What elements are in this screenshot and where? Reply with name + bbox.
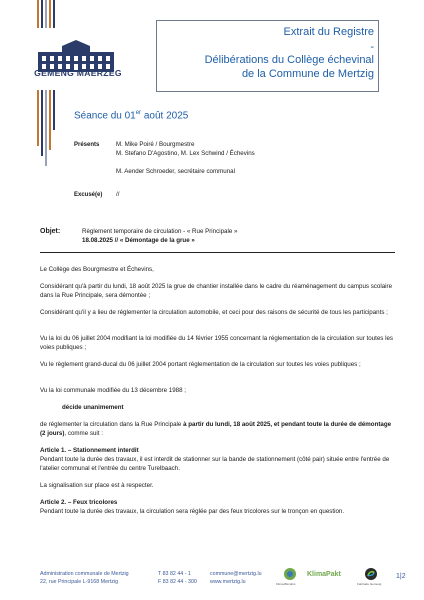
fairtrade-caption: Fairtrade Gemeng [357, 582, 382, 586]
brand-stripe [49, 0, 51, 28]
seance-date: Séance du 01er août 2025 [74, 110, 189, 122]
footer-tel: T 83 82 44 - 1 [158, 571, 191, 577]
college-intro: Le Collège des Bourgmestre et Échevins, [40, 266, 154, 273]
footer-admin: Administration communale de Mertzig [40, 571, 129, 577]
legal-basis-2: Vu le règlement grand-ducal du 06 juillet 2004 portant réglementation de la circulation sur toutes les voies publiques ; [40, 361, 361, 368]
register-title: Extrait du Registre [283, 26, 374, 38]
brand-stripe [37, 0, 39, 28]
municipality-name: GEMENG MÄERZEG [34, 68, 122, 78]
brand-stripe [41, 0, 43, 28]
excuses-value: // [116, 191, 120, 198]
article-2-title: Article 2. – Feux tricolores [40, 499, 118, 506]
brand-stripe [45, 90, 47, 166]
footer-email[interactable]: commune@mertzig.lu [210, 571, 262, 577]
objet-line2: 18.08.2025 // « Démontage de la grue » [82, 237, 195, 244]
legal-basis-3: Vu la loi communale modifiée du 13 décembre 1988 ; [40, 387, 186, 394]
klimapakt-logo: KlimaPakt [307, 571, 341, 578]
climate-alliance-icon [282, 567, 298, 581]
considerant-2: Considérant qu'il y a lieu de réglementer la circulation automobile, et ceci pour des raisons de sécurité de tous les participants ; [40, 309, 388, 316]
footer-website[interactable]: www.mertzig.lu [210, 579, 246, 585]
fairtrade-icon [364, 567, 378, 581]
article-1-signage: La signalisation sur place est à respecter. [40, 482, 154, 489]
article-2-text: Pendant toute la durée des travaux, la circulation sera réglée par des feux tricolores sur le tronçon en question. [40, 508, 345, 515]
page-number: 1|2 [396, 573, 406, 580]
article-1-title: Article 1. – Stationnement interdit [40, 447, 139, 454]
presents-label: Présents [74, 142, 100, 148]
register-subtitle-line1: Délibérations du Collège échevinal [204, 54, 374, 66]
secretary: M. Aender Schroeder, secrétaire communal [116, 168, 235, 175]
register-subtitle-line2: de la Commune de Mertzig [241, 68, 374, 80]
divider [40, 252, 395, 253]
brand-stripe [37, 90, 39, 146]
climate-alliance-caption: Klima-Bündnis [276, 582, 296, 586]
brand-stripe [53, 90, 55, 130]
brand-stripe [41, 90, 43, 156]
brand-stripe [53, 0, 55, 28]
register-dash: - [370, 41, 374, 53]
excuses-label: Excusé(e) [74, 192, 103, 198]
considerant-1: Considérant qu'à partir du lundi, 18 août 2025 la grue de chantier installée dans le cadre du réaménagement du campus scolaire dans la Rue Principale, sera démontée ; [40, 283, 393, 299]
article-1-text: Pendant toute la durée des travaux, il est interdit de stationner sur la bande de stationnement (côté pair) située entre l'entrée de l'atelier communal et l'entrée du centre Turelbaach. [40, 456, 390, 472]
decision-text: de réglementer la circulation dans la Rue Principale à partir du lundi, 18 août 2025, et pendant toute la durée de démontage (2 jours), comme suit : [40, 421, 392, 437]
brand-stripe [49, 90, 51, 150]
legal-basis-1: Vu la loi du 06 juillet 2004 modifiant la loi modifiée du 14 février 1955 concernant la réglementation de la circulation sur toutes les voies publiques ; [40, 335, 394, 351]
presents-line2: M. Stefano D'Agostino, M. Lex Schwind / Échevins [116, 150, 255, 157]
objet-label: Objet: [40, 228, 61, 235]
presents-line1: M. Mike Poiré / Bourgmestre [116, 141, 195, 148]
decision-label: décide unanimement [62, 404, 124, 411]
objet-line1: Règlement temporaire de circulation - « Rue Principale » [82, 228, 238, 235]
footer-address: 22, rue Principale L-9168 Mertzig [40, 579, 119, 585]
footer-fax: F 83 82 44 - 300 [158, 579, 197, 585]
brand-stripe [45, 0, 47, 28]
